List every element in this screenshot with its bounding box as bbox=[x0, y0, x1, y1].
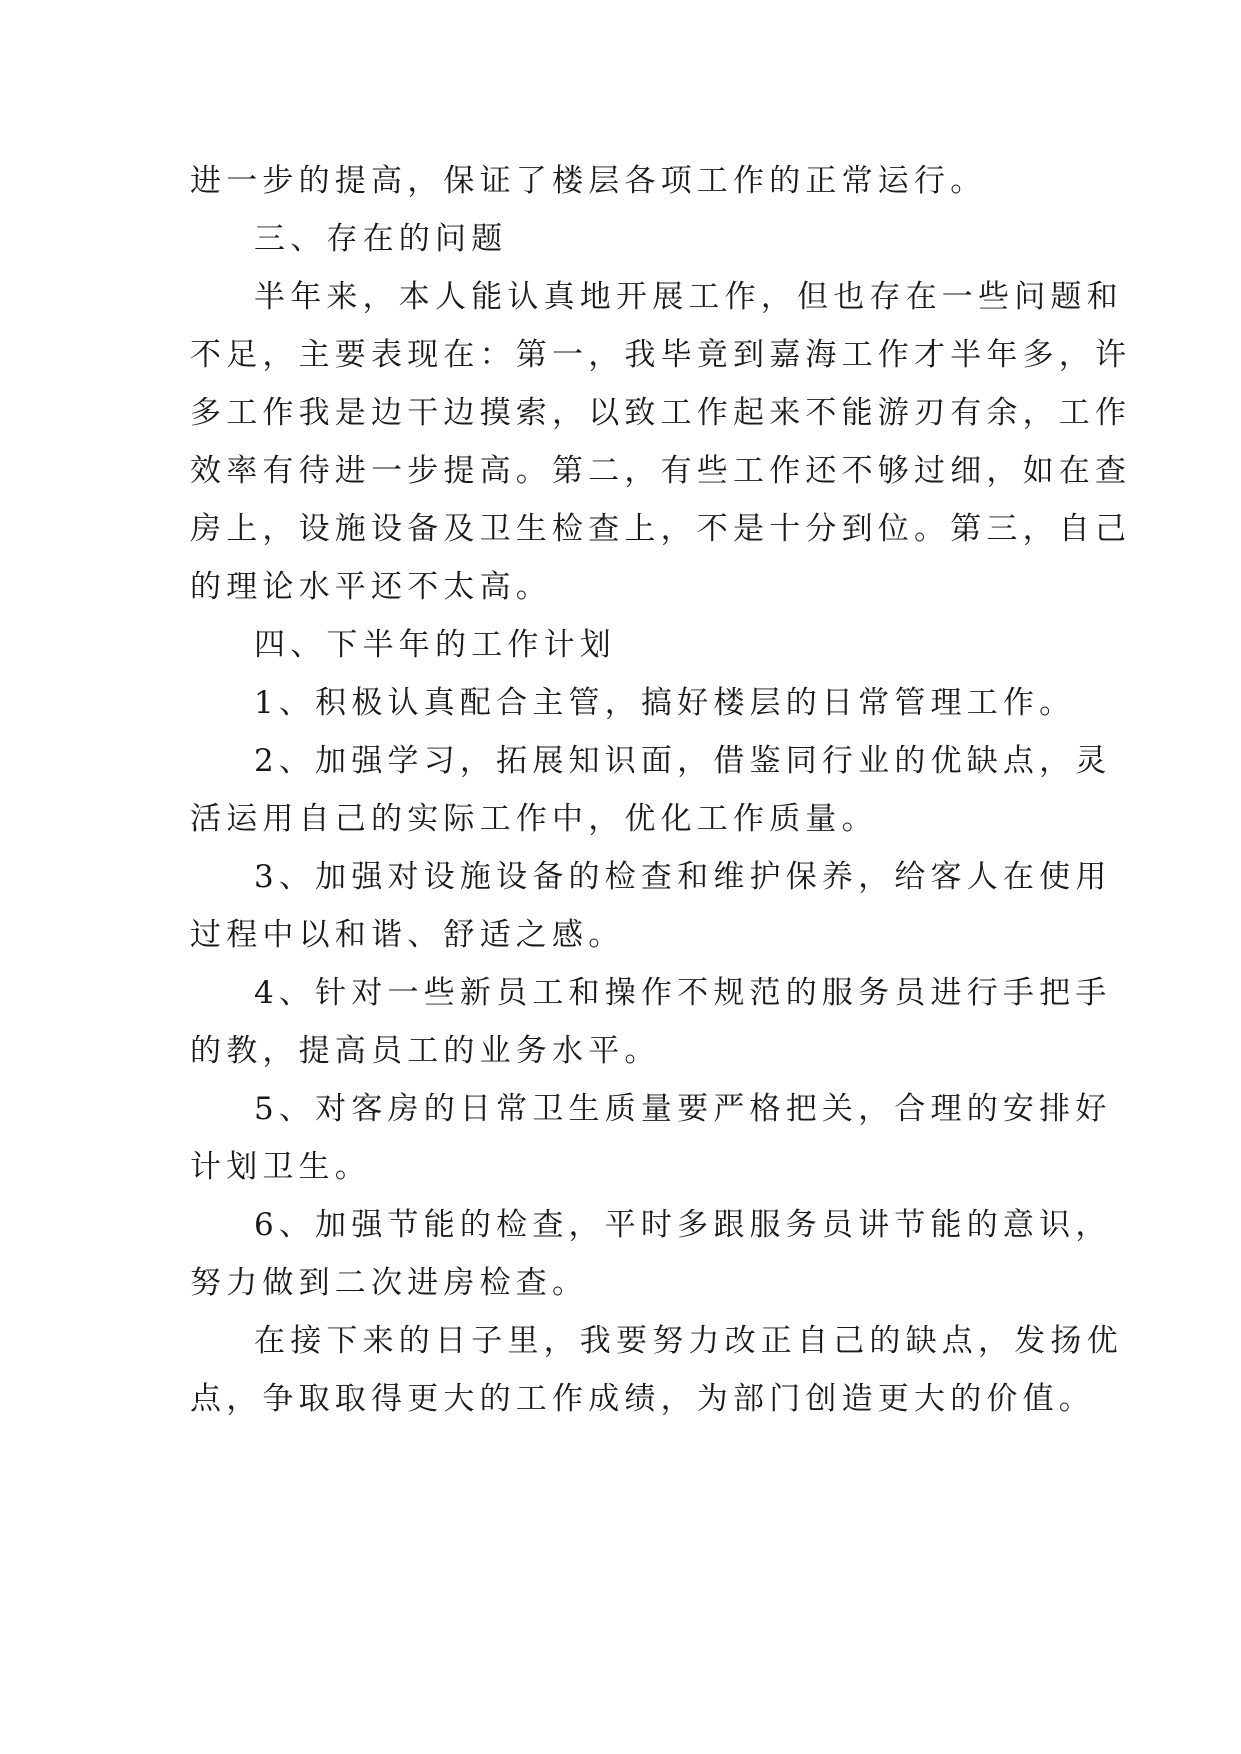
paragraph bbox=[190, 848, 1112, 964]
paragraph bbox=[190, 616, 1050, 674]
text-line: 半年来，本人能认真地开展工作，但也存在一些问题和 bbox=[254, 279, 1123, 315]
paragraph bbox=[190, 1196, 1112, 1312]
paragraph bbox=[190, 732, 1112, 848]
paragraph bbox=[190, 1312, 1123, 1428]
text-line: 多工作我是边干边摸索，以致工作起来不能游刃有余，工作 bbox=[190, 395, 1132, 431]
paragraph bbox=[190, 268, 1132, 616]
text-line: 进一步的提高，保证了楼层各项工作的正常运行。 bbox=[190, 163, 987, 199]
text-line: 效率有待进一步提高。第二，有些工作还不够过细，如在查 bbox=[190, 453, 1132, 489]
text-line: 过程中以和谐、舒适之感。 bbox=[190, 917, 625, 953]
text-line: 活运用自己的实际工作中，优化工作质量。 bbox=[190, 801, 878, 837]
paragraph bbox=[190, 964, 1112, 1080]
text-line: 6、加强节能的检查，平时多跟服务员讲节能的意识， bbox=[254, 1207, 1112, 1243]
text-line: 的理论水平还不太高。 bbox=[190, 569, 552, 605]
text-line: 不足，主要表现在：第一，我毕竟到嘉海工作才半年多，许 bbox=[190, 337, 1132, 373]
text-line: 3、加强对设施设备的检查和维护保养，给客人在使用 bbox=[254, 859, 1112, 895]
paragraph bbox=[190, 210, 1050, 268]
text-line: 2、加强学习，拓展知识面，借鉴同行业的优缺点，灵 bbox=[254, 743, 1112, 779]
text-line: 四、下半年的工作计划 bbox=[254, 627, 616, 663]
text-line: 5、对客房的日常卫生质量要严格把关，合理的安排好 bbox=[254, 1091, 1112, 1127]
paragraph bbox=[190, 1080, 1112, 1196]
text-line: 1、积极认真配合主管，搞好楼层的日常管理工作。 bbox=[254, 685, 1076, 721]
paragraph bbox=[190, 152, 1050, 210]
text-line: 在接下来的日子里，我要努力改正自己的缺点，发扬优 bbox=[254, 1323, 1123, 1359]
text-line: 4、针对一些新员工和操作不规范的服务员进行手把手 bbox=[254, 975, 1112, 1011]
text-line: 点，争取取得更大的工作成绩，为部门创造更大的价值。 bbox=[190, 1381, 1095, 1417]
text-line: 的教，提高员工的业务水平。 bbox=[190, 1033, 661, 1069]
text-line: 计划卫生。 bbox=[190, 1149, 371, 1185]
paragraph bbox=[190, 674, 1076, 732]
document-body bbox=[190, 152, 1132, 1428]
text-line: 三、存在的问题 bbox=[254, 221, 508, 257]
text-line: 努力做到二次进房检查。 bbox=[190, 1265, 589, 1301]
text-line: 房上，设施设备及卫生检查上，不是十分到位。第三，自己 bbox=[190, 511, 1132, 547]
